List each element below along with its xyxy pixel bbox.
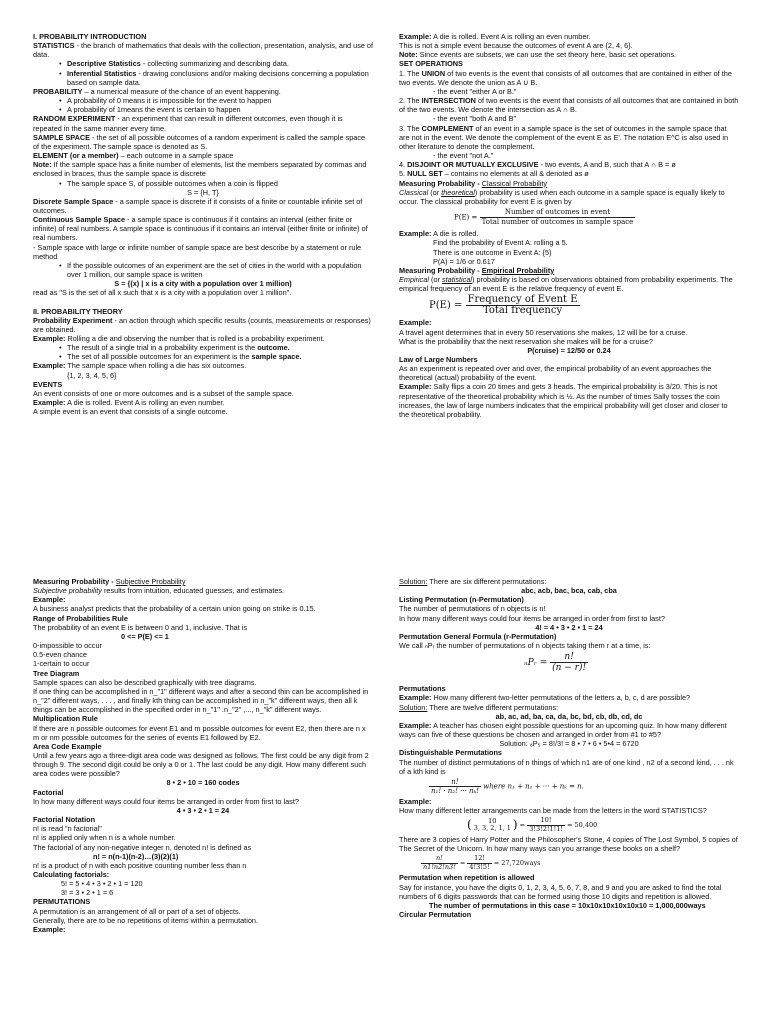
intersection-event: - the event "both A and B"	[433, 114, 517, 124]
page-column-bottom-left	[33, 577, 373, 934]
range-rule-heading: Range of Probabilities Rule	[33, 613, 128, 623]
multiplication-rule-definition: If there are n possible outcomes for event E1 and m possible outcomes for event E2, then there are n x m or nm possible outcomes for the series of events E1 followed by E2.	[33, 723, 366, 742]
area-code-answer: 8 • 2 • 10 = 160 codes	[166, 778, 240, 788]
solution-six-permutations: Solution: There are six different permutations:	[399, 577, 547, 586]
example-coin-flips: Example: Sally flips a coin 20 times and gets 3 heads. The empirical probability is 3/20. This is not representative of the theoretical probability which is ½. As the number of times Sally tosses the coin increases, the law of large numbers indicates that the empirical probability will get closer and closer to the theoretical probability.	[399, 382, 728, 419]
example-travel-agent-question: What is the probability that the next reservation she makes will be for a cruise?	[399, 336, 653, 346]
factorial-notation-heading: Factorial Notation	[33, 815, 96, 825]
classical-probability-formula: P(E) = $\frac{\text{Number of outcomes in event}}{\text{Total number of outcomes in sample space}}$	[454, 207, 634, 227]
definition-simple-event: A simple event is an event that consists of a single outcome.	[33, 407, 228, 417]
example-teacher-quiz: Example: A teacher has chosen eight possible questions for an upcoming quiz. In how many different ways can five of these questions be chosen and arranged in order from #1 to #5?	[399, 720, 727, 740]
repetition-answer: The number of permutations in this case = 10x10x10x10x10x10 = 1,000,000ways	[429, 900, 706, 910]
factorial-calc: 5! = 5 • 4 • 3 • 2 • 1 = 120	[61, 879, 143, 889]
example-label: Example:	[33, 924, 66, 934]
definition-discrete-sample-space: Discrete Sample Space - a sample space is discrete if it consists of a finite or countable infinite set of outcomes.	[33, 196, 363, 215]
page-column-bottom-right	[399, 577, 739, 919]
permutations-heading: PERMUTATIONS	[33, 897, 91, 907]
bullet-probability-one: • A probability of 1means the event is certain to happen	[33, 105, 373, 114]
union-event: - the event "either A or B."	[433, 86, 517, 96]
bullet-outcome: • The result of a single trial in a probability experiment is the outcome.	[33, 343, 373, 352]
bullet-sample-space: • The set of all possible outcomes for an experiment is the sample space.	[33, 352, 373, 361]
die-set: {1, 2, 3, 4, 5, 6}	[67, 370, 117, 380]
example-two-letter: Example: How many different two-letter permutations of the letters a, b, c, d are possible?	[399, 693, 691, 703]
city-set: S = {(x) | x is a city with a population over 1 million)	[114, 279, 292, 289]
listing-permutation-heading: Listing Permutation (n-Permutation)	[399, 595, 524, 605]
statistics-question: How many different letter arrangements can be made from the letters in the word STATISTICS?	[399, 805, 707, 815]
definition-intersection: 2. The INTERSECTION of two events is the event that consists of all outcomes that are contained in both of the two events. We denote the intersection as A ∩ B.	[399, 96, 739, 115]
cruise-answer: P(cruise) = 12/50 or 0.24	[527, 345, 611, 355]
general-formula-heading: Permutation General Formula (r-Permutation)	[399, 631, 557, 641]
example-not-simple-event: This is not a simple event because the outcomes of event A are {2, 4, 6}.	[399, 41, 633, 51]
distinguishable-formula: $\frac{n!}{\text{n₁! · n₂! ··· nₖ!}}$ where n₁ + n₂ + ··· + nₖ = n.	[431, 777, 584, 795]
definition-probability-experiment: Probability Experiment - an action through which specific results (counts, measurements or responses) are obtained.	[33, 315, 371, 334]
definition-law-of-large-numbers: As an experiment is repeated over and over, the empirical probability of an event approaches the theoretical (actual) probability of the event.	[399, 364, 712, 383]
factorial-notation-line: n! is applied only when n is a whole number.	[33, 833, 176, 843]
bullet-city-example: • If the possible outcomes of an experiment are the set of cities in the world with a population over 1 million, our sample space is written	[33, 261, 373, 279]
two-letter-list: ab, ac, ad, ba, ca, da, bc, bd, cb, db, cd, dc	[495, 711, 643, 721]
factorial-formula: n! = n(n-1)(n-2)…(3)(2)(1)	[93, 851, 179, 861]
definition-complement: 3. The COMPLEMENT of an event in a sample space is the set of outcomes in the sample space that are not in the event. We denote the complement of the event E as E'. The notation E^C is also used in other literature to denote the complement.	[399, 123, 729, 151]
permutation-list: abc, acb, bac, bca, cab, cba	[521, 586, 617, 596]
definition-union: 1. The UNION of two events is the event that consists of all outcomes that are contained in either of the two events. We denote the union as A ∪ B.	[399, 68, 732, 87]
definition-random-experiment: RANDOM EXPERIMENT - an experiment that can result in different outcomes, even though it is repeated in the same manner every time.	[33, 114, 343, 133]
teacher-solution: Solution: ₈P₅ = 8!/3! = 8 • 7 • 6 • 5•4 = 6720	[499, 739, 639, 749]
factorial-answer: 4 • 3 • 2 • 1 = 24	[176, 805, 230, 815]
listing-permutation-question: In how many different ways could four items be arranged in order from first to last?	[399, 613, 665, 623]
page-column-top-left	[33, 32, 373, 416]
books-formula: $\frac{n!}{n1!n2!n3!}$ = $\frac{12!}{4!3!5!}$ = 27,720ways	[423, 854, 541, 871]
law-of-large-numbers-heading: Law of Large Numbers	[399, 355, 478, 364]
circular-permutation-heading: Circular Permutation	[399, 910, 472, 920]
range-one: 1-certain to occur	[33, 659, 90, 669]
note-finite-sample-space: Note: If the sample space has a finite number of elements, list the members separated by commas and enclosed in braces, thus the sample space is discrete	[33, 160, 367, 179]
events-heading: EVENTS	[33, 379, 63, 389]
complement-event: - the event "not A."	[433, 151, 494, 161]
section-heading: II. PROBABILITY THEORY	[33, 306, 123, 316]
range-half: 0.5-even chance	[33, 650, 87, 660]
city-set-reading: read as "S is the set of all x such that x is a city with a population over 1 million".	[33, 288, 292, 298]
bullet-probability-zero: • A probability of 0 means it is impossible for the event to happen	[33, 96, 373, 105]
factorial-notation-line: The factorial of any non-negative integer n, denoted n! is defined as	[33, 842, 252, 852]
definition-sample-space: SAMPLE SPACE - the set of all possible outcomes of a random experiment is called the sample space of the experiment. The sample space is denoted as S.	[33, 132, 366, 151]
harry-potter-question: There are 3 copies of Harry Potter and the Philosopher's Stone, 4 copies of The Lost Symbol, 5 copies of The Secret of the Unicorn. In how many ways can you arrange these books on a shelf?	[399, 835, 738, 854]
example-step: There is one outcome in Event A: {5}	[433, 247, 552, 257]
example-label: Example:	[399, 796, 432, 806]
classical-probability-heading: Measuring Probability - Classical Probability	[399, 178, 548, 188]
statement-rule-method: - Sample space with large or infinite number of sample space are best describe by a statement or rule method	[33, 242, 362, 261]
example-die-rolled: Example: A die is rolled.	[399, 229, 479, 239]
calculating-factorials-heading: Calculating factorials:	[33, 870, 110, 879]
tree-diagram-text: Sample spaces can also be described graphically with tree diagrams.	[33, 677, 257, 687]
definition-disjoint: 4. DISJOINT OR MUTUALLY EXCLUSIVE - two events, A and B, such that A ∩ B = ø	[399, 160, 676, 170]
factorial-question: In how many different ways could four items be arranged in order from first to last?	[33, 796, 299, 806]
note-set-theory: Note: Since events are subsets, we can use the set theory here, basic set operations.	[399, 50, 677, 60]
example-step: Find the probability of Event A: rolling a 5.	[433, 238, 568, 248]
definition-event: An event consists of one or more outcomes and is a subset of the sample space.	[33, 388, 294, 398]
definition-null-set: 5. NULL SET – contains no elements at all & denoted as ø	[399, 169, 589, 179]
example-union-strike: A business analyst predicts that the probability of a certain union going on strike is 0.15.	[33, 604, 316, 614]
area-code-heading: Area Code Example	[33, 741, 102, 751]
permutation-formula: ₙPᵣ = $\frac{n!}{(n - r)!}$	[524, 652, 587, 674]
repetition-heading: Permutation when repetition is allowed	[399, 873, 535, 883]
factorial-calc: 3! = 3 • 2 • 1 = 6	[61, 888, 114, 898]
page-column-top-right	[399, 32, 739, 419]
listing-permutation-answer: 4! = 4 • 3 • 2 • 1 = 24	[535, 622, 603, 632]
coin-set: S = {H, T}	[187, 187, 219, 197]
set-operations-heading: SET OPERATIONS	[399, 59, 463, 69]
permutation-definition: A permutation is an arrangement of all or part of a set of objects.	[33, 906, 241, 916]
listing-permutation-text: The number of permutations of n objects is n!	[399, 604, 546, 614]
range-formula: 0 <= P(E) <= 1	[121, 631, 169, 641]
bullet-descriptive-statistics: • Descriptive Statistics - collecting summarizing and describing data.	[33, 59, 373, 68]
bullet-inferential-statistics: • Inferential Statistics - drawing conclusions and/or making decisions concerning a population based on sample data.	[33, 69, 373, 87]
multiplication-rule-heading: Multiplication Rule	[33, 714, 98, 724]
solution-twelve-permutations: Solution: There are twelve different permutations:	[399, 702, 559, 712]
factorial-notation-line: n! is read "n factorial"	[33, 824, 102, 834]
example-even-number: Example: A die is rolled. Event A is rolling an even number.	[33, 398, 225, 408]
section-heading: I. PROBABILITY INTRODUCTION	[33, 32, 147, 41]
definition-continuous-sample-space: Continuous Sample Space - a sample space is continuous if it contains an interval (either finite or infinite) of real numbers. A sample space is continuous if it contains an interval (either finite or infinite) of real numbers.	[33, 215, 368, 243]
area-code-text: Until a few years ago a three-digit area code was designed as follows. The first could be any digit from 2 through 9. The second digit could be only a 0 or 1. The last could be any digit. How many different such area codes were possible?	[33, 750, 369, 779]
definition-empirical-probability: Empirical (or statistical) probability is based on observations obtained from probability experiments. The empirical frequency of an event E is the relative frequency of event E.	[399, 275, 733, 294]
definition-element: ELEMENT (or a member) – each outcome in a sample space	[33, 151, 234, 161]
bullet-coin-sample-space: • The sample space S, of possible outcomes when a coin is flipped	[33, 179, 373, 188]
definition-statistics: STATISTICS - the branch of mathematics that deals with the collection, presentation, analysis, and use of data.	[33, 41, 374, 60]
repetition-definition: Say for instance, you have the digits 0, 1, 2, 3, 4, 5, 6, 7, 8, and 9 and you are asked to find the total numbers of 6 digits passwords that can be formed using those 10 digits and repetition is allowed.	[399, 882, 722, 901]
empirical-probability-heading: Measuring Probability - Empirical Probability	[399, 265, 555, 275]
subjective-probability-heading: Measuring Probability - Subjective Probability	[33, 577, 186, 586]
definition-subjective-probability: Subjective probability results from intuition, educated guesses, and estimates.	[33, 586, 285, 596]
definition-classical-probability: Classical (or theoretical) probability is used when each outcome in a sample space is equally likely to occur. The classical probability for event E is given by	[399, 187, 725, 206]
example-label: Example:	[33, 595, 66, 605]
general-formula-text: We call ₙPᵣ the number of permutations of n objects taking them r at a time, is:	[399, 641, 651, 651]
permutations-heading: Permutations	[399, 684, 446, 694]
example-step: P(A) = 1/6 or 0.617	[433, 256, 495, 266]
example-six-outcomes: Example: The sample space when rolling a die has six outcomes.	[33, 361, 247, 371]
permutation-rule: Generally, there are to be no repetitions of items within a permutation.	[33, 915, 258, 925]
tree-diagram-heading: Tree Diagram	[33, 668, 80, 678]
example-label: Example:	[399, 318, 432, 328]
distinguishable-definition: The number of distinct permutations of n things of which n1 are of one kind , n2 of a second kind, . . . nk of a kth kind is	[399, 757, 734, 776]
factorial-heading: Factorial	[33, 787, 64, 797]
example-die-roll: Example: Rolling a die and observing the number that is rolled is a probability experiment.	[33, 334, 325, 343]
range-rule-definition: The probability of an event E is between 0 and 1, inclusive. That is	[33, 622, 248, 632]
factorial-notation-line: n! is a product of n with each positive counting number less than n	[33, 860, 247, 870]
range-zero: 0-impossible to occur	[33, 641, 102, 651]
example-even-number: Example: A die is rolled. Event A is rolling an even number.	[399, 32, 591, 41]
definition-probability: PROBABILITY – a numerical measure of the chance of an event happening.	[33, 86, 281, 96]
empirical-probability-formula: P(E) = $\frac{\text{Frequency of Event E}}{\text{Total frequency}}$	[429, 294, 578, 317]
statistics-formula: ( 10 3, 3, 2, 1, 1 ) = $\frac{10!}{3!3!2!1!1!}$ = 50,400	[467, 816, 598, 833]
example-travel-agent: A travel agent determines that in every 50 reservations she makes, 12 will be for a cruise.	[399, 327, 688, 337]
tree-diagram-rule: If one thing can be accomplished in n_"1" different ways and after a second thin can be accomplished in n_"2" different ways, . . . , and finally kth thing can be accomplished in n_"k" different ways, then all k things can be accomplished in the specified order in n_"1" .n_"2" ,..., n_"k" different ways.	[33, 686, 369, 715]
distinguishable-heading: Distinguishable Permutations	[399, 748, 502, 758]
